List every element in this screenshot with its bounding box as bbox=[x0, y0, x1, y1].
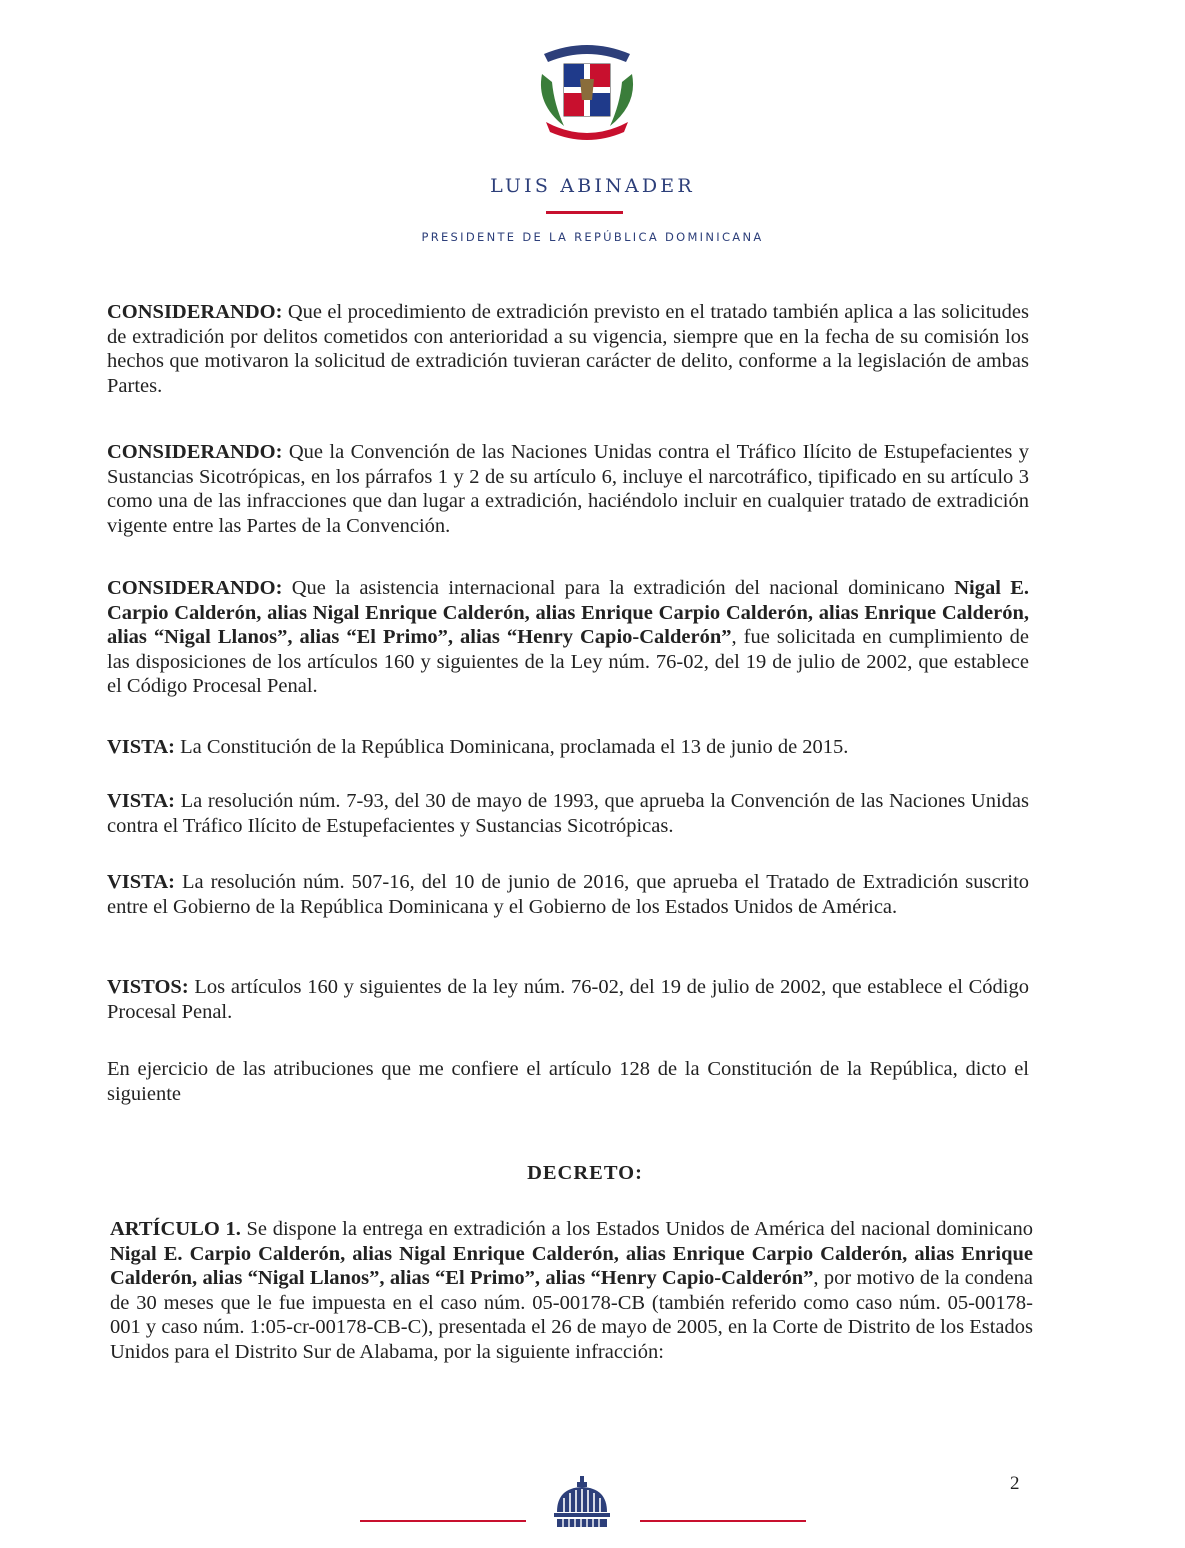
paragraph-text: En ejercicio de las atribuciones que me confiere el artículo 128 de la Constitución de la República, dicto el siguiente bbox=[107, 1058, 1029, 1105]
decreto-heading: DECRETO: bbox=[527, 1162, 643, 1184]
paragraph-text: La resolución núm. 7-93, del 30 de mayo de 1993, que aprueba la Convención de las Naciones Unidas contra el Tráfico Ilícito de Estupefacientes y Sustancias Sicotrópicas. bbox=[107, 790, 1029, 837]
ejercicio-paragraph bbox=[107, 1057, 1029, 1106]
paragraph-text: Que la Convención de las Naciones Unidas contra el Tráfico Ilícito de Estupefacientes y Sustancias Sicotrópicas, en los párrafos 1 y 2 de su artículo 6, incluye el narcotráfico, tipificado en su artículo 3 como una de las infracciones que dan lugar a extradición, haciéndolo incluir en cualquier tratado de extradición vigente entre las Partes de la Convención. bbox=[107, 441, 1030, 537]
vista-paragraph-1 bbox=[107, 735, 1029, 760]
vistos-paragraph bbox=[107, 975, 1029, 1024]
president-title: PRESIDENTE DE LA REPÚBLICA DOMINICANA bbox=[421, 230, 764, 244]
president-name: LUIS ABINADER bbox=[490, 175, 695, 197]
paragraph-label: VISTA: bbox=[107, 871, 175, 893]
paragraph-label: VISTA: bbox=[107, 736, 175, 758]
considerando-paragraph-1 bbox=[107, 300, 1029, 398]
paragraph-label: VISTA: bbox=[107, 790, 175, 812]
dominican-coat-of-arms-icon bbox=[534, 34, 640, 142]
vista-paragraph-3 bbox=[107, 870, 1029, 919]
extraditee-names: Nigal E. Carpio Calderón, alias Nigal Enrique Calderón, alias Enrique Carpio Calderón, alias Enrique Calderón, alias “Nigal Llanos”, alias “El Primo”, alias “Henry Capio-Calderón” bbox=[107, 577, 1030, 648]
paragraph-text: Que la asistencia internacional para la extradición del nacional dominicano bbox=[291, 577, 945, 599]
extraditee-names: Nigal E. Carpio Calderón, alias Nigal Enrique Calderón, alias Enrique Carpio Calderón, alias Enrique Calderón, alias “Nigal Llanos”, alias “El Primo”, alias “Henry Capio-Calderón” bbox=[110, 1242, 1033, 1289]
paragraph-text: La resolución núm. 507-16, del 10 de junio de 2016, que aprueba el Tratado de Extradición suscrito entre el Gobierno de la República Dominicana y el Gobierno de los Estados Unidos de América. bbox=[107, 871, 1030, 918]
paragraph-label: VISTOS: bbox=[107, 976, 189, 998]
paragraph-text: , fue solicitada en cumplimiento de las disposiciones de los artículos 160 y siguientes de la Ley núm. 76-02, del 19 de julio de 2002, que establece el Código Procesal Penal. bbox=[107, 626, 1029, 697]
considerando-paragraph-2 bbox=[107, 440, 1029, 538]
footer-line-right bbox=[640, 1520, 806, 1522]
article-label: ARTÍCULO 1. bbox=[110, 1218, 241, 1240]
footer-line-left bbox=[360, 1520, 526, 1522]
article-text: , por motivo de la condena de 30 meses que le fue impuesta en el caso núm. 05-00178-CB (también referido como caso núm. 05-00178-001 y caso núm. 1:05-cr-00178-CB-C), presentada el 26 de mayo de 2005, en la Corte de Distrito de los Estados Unidos para el Distrito Sur de Alabama, por la siguiente infracción: bbox=[110, 1267, 1033, 1363]
paragraph-text: Que el procedimiento de extradición previsto en el tratado también aplica a las solicitudes de extradición por delitos cometidos con anterioridad a su vigencia, siempre que en la fecha de su comisión los hechos que motivaron la solicitud de extradición tuvieran carácter de delito, conforme a la legislación de ambas Partes. bbox=[107, 301, 1030, 397]
paragraph-label: CONSIDERANDO: bbox=[107, 301, 283, 323]
palacio-nacional-dome-icon bbox=[551, 1474, 613, 1530]
articulo-1-paragraph bbox=[110, 1217, 1033, 1364]
page-number: 2 bbox=[1010, 1473, 1020, 1494]
article-text: Se dispone la entrega en extradición a los Estados Unidos de América del nacional dominicano bbox=[246, 1218, 1033, 1240]
paragraph-text: Los artículos 160 y siguientes de la ley núm. 76-02, del 19 de julio de 2002, que establece el Código Procesal Penal. bbox=[107, 976, 1030, 1023]
header-divider bbox=[546, 211, 623, 214]
considerando-paragraph-3 bbox=[107, 576, 1029, 699]
paragraph-text: La Constitución de la República Dominicana, proclamada el 13 de junio de 2015. bbox=[180, 736, 849, 758]
vista-paragraph-2 bbox=[107, 789, 1029, 838]
paragraph-label: CONSIDERANDO: bbox=[107, 441, 283, 463]
paragraph-label: CONSIDERANDO: bbox=[107, 577, 283, 599]
